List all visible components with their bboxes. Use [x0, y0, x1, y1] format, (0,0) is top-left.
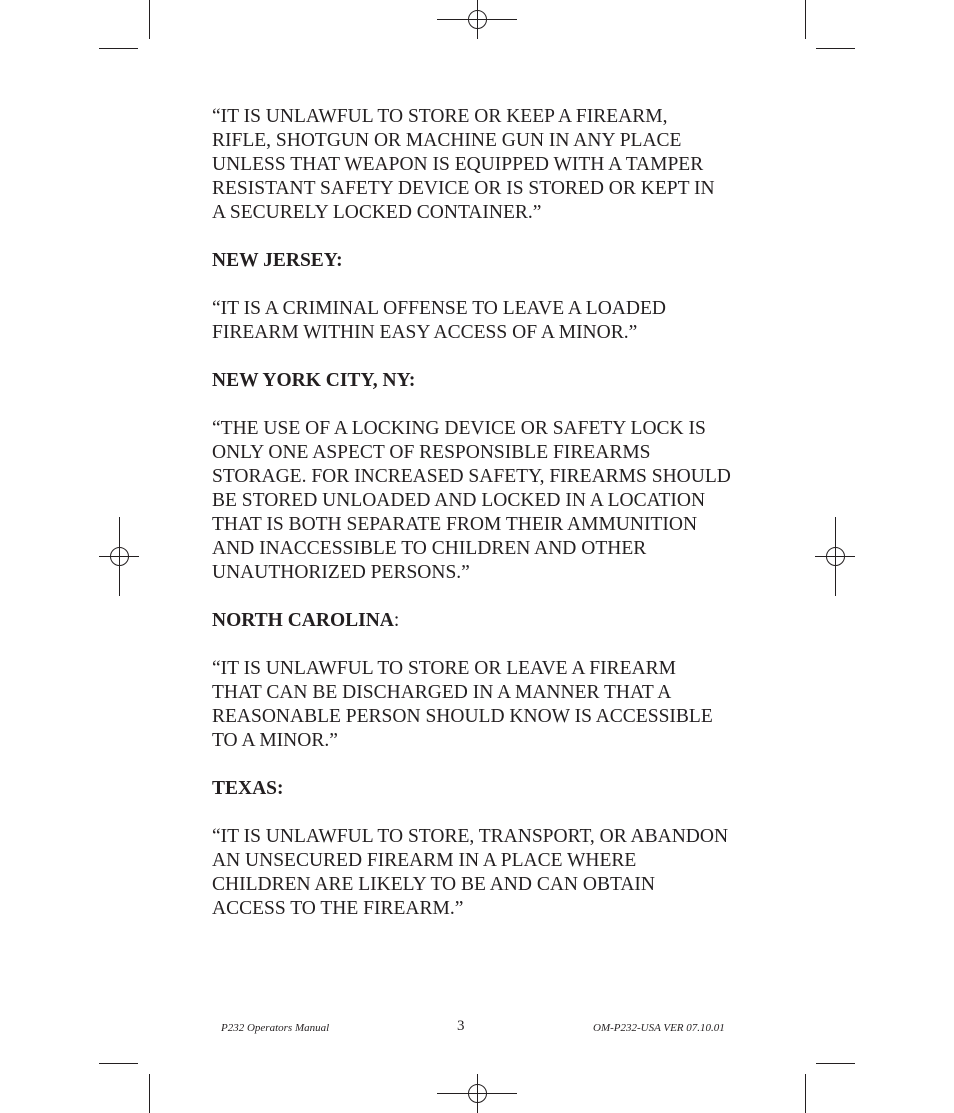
- registration-mark-right-icon: [815, 517, 855, 596]
- quote-north-carolina: “IT IS UNLAWFUL TO STORE OR LEAVE A FIREARM THAT CAN BE DISCHARGED IN A MANNER THAT A REASONABLE PERSON SHOULD KNOW IS ACCESSIBLE TO A MINOR.”: [212, 658, 713, 751]
- page-number: 3: [457, 1018, 465, 1034]
- page-content: [212, 105, 772, 945]
- crop-mark-top-left-icon: [99, 0, 150, 49]
- footer-manual-title: P232 Operators Manual: [221, 1022, 330, 1034]
- quote-new-york-city: “THE USE OF A LOCKING DEVICE OR SAFETY LOCK IS ONLY ONE ASPECT OF RESPONSIBLE FIREARMS STORAGE. FOR INCREASED SAFETY, FIREARMS SHOULD BE STORED UNLOADED AND LOCKED IN A LOCATION THAT IS BOTH SEPARATE FROM THEIR AMMUNITION AND INACCESSIBLE TO CHILDREN AND OTHER UNAUTHORIZED PERSONS.”: [212, 418, 731, 583]
- quote-new-jersey: “IT IS A CRIMINAL OFFENSE TO LEAVE A LOADED FIREARM WITHIN EASY ACCESS OF A MINOR.”: [212, 298, 666, 343]
- heading-new-jersey: NEW JERSEY:: [212, 250, 343, 271]
- crop-mark-top-right-icon: [806, 0, 856, 49]
- heading-new-york-city: NEW YORK CITY, NY:: [212, 370, 416, 391]
- registration-mark-left-icon: [99, 517, 139, 596]
- heading-north-carolina-colon: :: [393, 610, 400, 631]
- registration-mark-bottom-icon: [437, 1074, 517, 1113]
- crop-mark-bottom-right-icon: [806, 1064, 856, 1113]
- footer-version: OM-P232-USA VER 07.10.01: [593, 1022, 725, 1034]
- quote-preceding: “IT IS UNLAWFUL TO STORE OR KEEP A FIREARM, RIFLE, SHOTGUN OR MACHINE GUN IN ANY PLACE UNLESS THAT WEAPON IS EQUIPPED WITH A TAMPER RESISTANT SAFETY DEVICE OR IS STORED OR KEPT IN A SECURELY LOCKED CONTAINER.”: [212, 106, 715, 223]
- heading-north-carolina: NORTH CAROLINA: [212, 610, 394, 631]
- heading-texas: TEXAS:: [212, 778, 284, 799]
- heading-north-carolina-row: [212, 609, 772, 633]
- crop-mark-bottom-left-icon: [99, 1064, 150, 1113]
- quote-texas: “IT IS UNLAWFUL TO STORE, TRANSPORT, OR ABANDON AN UNSECURED FIREARM IN A PLACE WHERE CHILDREN ARE LIKELY TO BE AND CAN OBTAIN ACCESS TO THE FIREARM.”: [212, 826, 729, 919]
- registration-mark-top-icon: [437, 0, 517, 39]
